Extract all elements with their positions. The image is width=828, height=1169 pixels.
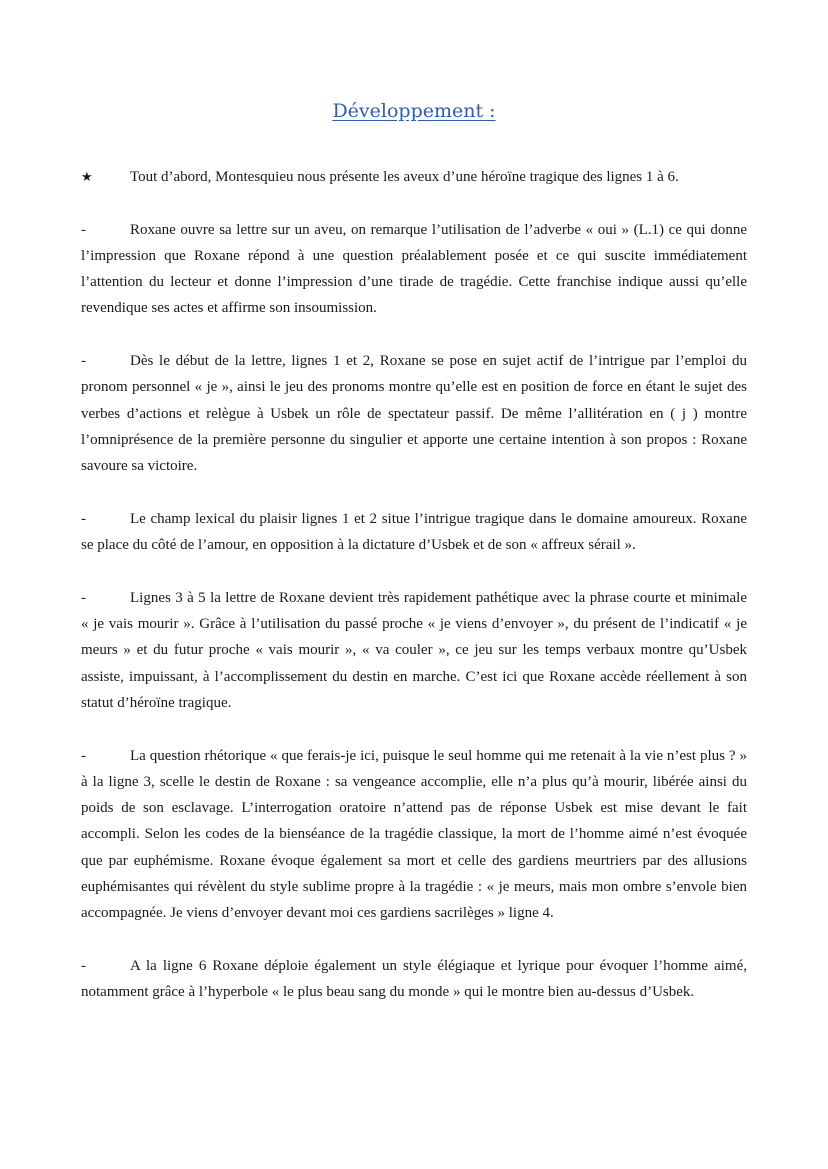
- paragraph-2: [81, 348, 747, 479]
- paragraph-6: [81, 953, 747, 1006]
- paragraph-text: La question rhétorique « que ferais-je ici, puisque le seul homme qui me retenait à la vie n’est plus ? » à la ligne 3, scelle le destin de Roxane : sa vengeance accomplie, elle n’a plus qu’à mourir, libérée ainsi du poids de son esclavage. L’interrogation oratoire n’attend pas de réponse Usbek est mise devant le fait accompli. Selon les codes de la bienséance de la tragédie classique, la mort de l’homme aimé n’est évoquée que par euphémisme. Roxane évoque également sa mort et celle des gardiens meurtriers par des allusions euphémisantes qui révèlent du style sublime propre à la tragédie : « je meurs, mais mon ombre s’envole bien accompagnée. Je viens d’envoyer devant moi ces gardiens sacrilèges » ligne 4.: [81, 747, 747, 922]
- intro-paragraph: [81, 164, 747, 190]
- star-bullet-icon: ★: [81, 169, 93, 184]
- dash-marker: -: [81, 589, 86, 606]
- dash-marker: -: [81, 957, 86, 974]
- paragraph-3: [81, 506, 747, 559]
- dash-marker: -: [81, 747, 86, 764]
- paragraph-text: Dès le début de la lettre, lignes 1 et 2, Roxane se pose en sujet actif de l’intrigue par l’emploi du pronom personnel « je », ainsi le jeu des pronoms montre qu’elle est en position de force en étant le sujet des verbes d’actions et relègue à Usbek un rôle de spectateur passif. De même l’allitération en ( j ) montre l’omniprésence de la première personne du singulier et apporte une certaine intention à son propos : Roxane savoure sa victoire.: [81, 353, 747, 475]
- paragraph-text: Lignes 3 à 5 la lettre de Roxane devient très rapidement pathétique avec la phrase courte et minimale « je vais mourir ». Grâce à l’utilisation du passé proche « je viens d’envoyer », du présent de l’indicatif « je meurs » et du futur proche « vais mourir », « va couler », ce jeu sur les temps verbaux montre qu’Usbek assiste, impuissant, à l’accomplissement du destin en marche. C’est ici que Roxane accède réellement à son statut d’héroïne tragique.: [81, 589, 747, 711]
- section-title: Développement :: [332, 100, 496, 122]
- document-body: [81, 164, 747, 1032]
- paragraph-4: [81, 585, 747, 716]
- intro-text: Tout d’abord, Montesquieu nous présente les aveux d’une héroïne tragique des lignes 1 à 6.: [130, 169, 679, 185]
- dash-marker: -: [81, 353, 86, 370]
- paragraph-5: [81, 743, 747, 927]
- paragraph-text: Roxane ouvre sa lettre sur un aveu, on remarque l’utilisation de l’adverbe « oui » (L.1) ce qui donne l’impression que Roxane répond à une question préalablement posée et ce qui suscite immédiatement l’attention du lecteur et donne l’impression d’une tirade de tragédie. Cette franchise indique aussi qu’elle revendique ses actes et affirme son insoumission.: [81, 221, 747, 317]
- dash-marker: -: [81, 510, 86, 527]
- dash-marker: -: [81, 221, 86, 238]
- paragraph-text: A la ligne 6 Roxane déploie également un style élégiaque et lyrique pour évoquer l’homme aimé, notamment grâce à l’hyperbole « le plus beau sang du monde » qui le montre bien au-dessus d’Usbek.: [81, 957, 747, 1001]
- paragraph-text: Le champ lexical du plaisir lignes 1 et 2 situe l’intrigue tragique dans le domaine amoureux. Roxane se place du côté de l’amour, en opposition à la dictature d’Usbek et de son « affreux sérail ».: [81, 510, 747, 554]
- paragraph-1: [81, 217, 747, 322]
